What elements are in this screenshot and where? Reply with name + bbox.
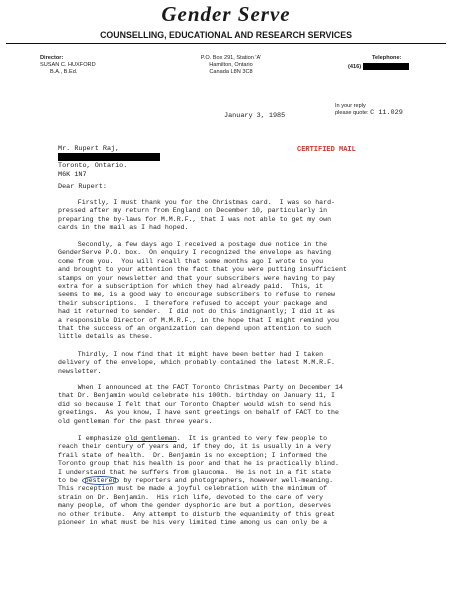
reply-line-2: please quote: xyxy=(335,110,369,116)
p5-lead: I emphasize xyxy=(58,435,126,442)
p5-rest-1: . It is granted to very few people to reach their century of years and, if they do, it is usually in a very frail state of health. Dr. Benjamin is no exception; I informed the Toronto group that his health is poor and that he is practically blind. I understand that he suffers from glaucoma. He is not in a fit state to be xyxy=(58,435,339,485)
telephone-block xyxy=(348,55,409,71)
letterhead-subtitle: COUNSELLING, EDUCATIONAL AND RESEARCH SERVICES xyxy=(100,30,352,40)
telephone-area-code: (416) xyxy=(348,63,362,70)
recipient-street-redaction xyxy=(58,153,160,161)
p5-rest-2: by reporters and photographers, however well-meaning. This reception must be made a joyful celebration with the minimum of strain on Dr. Benjamin. His rich life, devoted to the care of very many people, of whom the gender dysphoric are but a portion, deserves no other tribute. Any attempt to disturb the equanimity of this great pioneer in what must be his very limited time among us can only be a xyxy=(58,477,335,527)
director-block xyxy=(40,55,96,76)
recipient-address xyxy=(58,145,160,179)
paragraph-4: When I announced at the FACT Toronto Christmas Party on December 14 that Dr. Benjamin would celebrate his 100th. birthday on January 11, I did so because I felt that our Toronto Chapter would wish to send his greetings. As you know, I have sent greetings on behalf of FACT to the old gentleman for the past three years. xyxy=(58,384,343,425)
director-degree: B.A., B.Ed. xyxy=(50,69,78,75)
reply-reference xyxy=(335,103,403,117)
gender-serve-logo: Gender Serve xyxy=(161,2,291,26)
recipient-city: Toronto, Ontario. xyxy=(58,162,128,171)
director-label: Director: xyxy=(40,55,64,61)
postal-address-block xyxy=(191,55,271,76)
recipient-name: Mr. Rupert Raj, xyxy=(58,145,120,153)
recipient-postal-code: M6K 1N7 xyxy=(58,170,87,179)
reply-ref-number: C 11.029 xyxy=(370,109,403,117)
salutation: Dear Rupert: xyxy=(58,183,107,191)
paragraph-3: Thirdly, I now find that it might have been better had I taken delivery of the envelope, which probably contained the latest M.M.R.F. newsletter. xyxy=(58,351,335,375)
telephone-redaction xyxy=(363,63,409,70)
certified-mail-stamp: CERTIFIED MAIL xyxy=(297,146,356,154)
paragraph-5 xyxy=(58,435,406,527)
director-name: SUSAN C. HUXFORD xyxy=(40,62,96,68)
old-gentleman-underlined: old gentleman xyxy=(125,435,177,442)
paragraph-1: Firstly, I must thank you for the Christmas card. I was so hard- pressed after my return from England on December 10, particularly in preparing the by-laws for M.M.R.F., that I was not able to get my own cards in the mail as I had hoped. xyxy=(58,199,335,232)
pestered-circled: pestered xyxy=(82,476,120,485)
letterhead-divider xyxy=(6,43,446,44)
paragraph-2: Secondly, a few days ago I received a postage due notice in the GenderServe P.O. box. On enquiry I recognized the envelope as having come from you. You will recall that some months ago I wrote to you and brought to your attention the fact that you were putting insufficient stamps on your newsletter and that your subscribers were having to pay extra for a subscription for which they had already paid. This, it seems to me, is a good way to encourage subscribers to refuse to renew their subscriptions. I therefore refused to accept your package and had it returned to sender. I did not do this indignantly; I did it as a responsible Director of M.M.R.F., in the hope that I might remind you that the success of an organization can depend upon attention to such little details as these. xyxy=(58,241,347,341)
address-line-3: Canada L8N 3C8 xyxy=(209,69,253,75)
letter-date: January 3, 1985 xyxy=(224,112,286,120)
telephone-label: Telephone: xyxy=(372,55,402,61)
reply-line-1: In your reply xyxy=(335,103,366,109)
address-line-2: Hamilton, Ontario xyxy=(209,62,253,68)
address-line-1: P.O. Box 291, Station 'A' xyxy=(200,55,262,61)
